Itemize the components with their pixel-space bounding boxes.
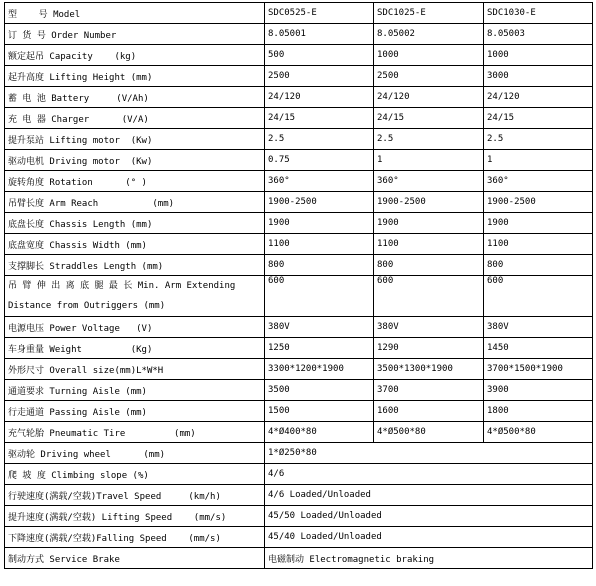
spec-label: 充气轮胎 Pneumatic Tire (mm): [5, 422, 265, 443]
spec-label: 起升高度 Lifting Height (mm): [5, 66, 265, 87]
spec-label: 制动方式 Service Brake: [5, 548, 265, 569]
spec-value: 1100: [484, 234, 593, 255]
spec-row: [5, 45, 593, 66]
spec-value: 800: [374, 255, 484, 276]
spec-value: 8.05003: [484, 24, 593, 45]
spec-row: [5, 443, 593, 464]
spec-label: 额定起吊 Capacity (kg): [5, 45, 265, 66]
spec-value: 3500: [265, 380, 374, 401]
spec-value: 8.05001: [265, 24, 374, 45]
spec-value: 1900: [484, 213, 593, 234]
spec-value: 380V: [484, 317, 593, 338]
spec-value: 24/15: [374, 108, 484, 129]
spec-value: 24/15: [484, 108, 593, 129]
spec-value: 1250: [265, 338, 374, 359]
spec-value: 24/120: [484, 87, 593, 108]
spec-row: [5, 317, 593, 338]
spec-value: 380V: [374, 317, 484, 338]
spec-label: 驱动轮 Driving wheel (mm): [5, 443, 265, 464]
spec-value: 1600: [374, 401, 484, 422]
spec-label: 型 号 Model: [5, 3, 265, 24]
spec-label: 行驶速度(满载/空载)Travel Speed (km/h): [5, 485, 265, 506]
spec-row: [5, 338, 593, 359]
spec-value: 360°: [374, 171, 484, 192]
spec-value: 4*Ø400*80: [265, 422, 374, 443]
spec-value: 600: [484, 276, 593, 317]
spec-row: [5, 213, 593, 234]
spec-label: 旋转角度 Rotation (° ): [5, 171, 265, 192]
spec-value: 1100: [374, 234, 484, 255]
spec-row: [5, 192, 593, 213]
spec-value: SDC0525-E: [265, 3, 374, 24]
spec-row: [5, 359, 593, 380]
spec-value: 1800: [484, 401, 593, 422]
spec-label: 提升泵站 Lifting motor (Kw): [5, 129, 265, 150]
spec-row: [5, 66, 593, 87]
spec-value: 24/15: [265, 108, 374, 129]
spec-row: [5, 108, 593, 129]
spec-row: [5, 3, 593, 24]
spec-label: 车身重量 Weight (Kg): [5, 338, 265, 359]
spec-value: 2500: [374, 66, 484, 87]
spec-value: 800: [265, 255, 374, 276]
spec-value: 1000: [374, 45, 484, 66]
spec-row: [5, 464, 593, 485]
spec-value: 3700*1500*1900: [484, 359, 593, 380]
spec-value: 2500: [265, 66, 374, 87]
spec-value: 800: [484, 255, 593, 276]
spec-value: 3500*1300*1900: [374, 359, 484, 380]
spec-row: [5, 255, 593, 276]
spec-label: 支撑脚长 Straddles Length (mm): [5, 255, 265, 276]
spec-value: 1290: [374, 338, 484, 359]
spec-value: 360°: [484, 171, 593, 192]
spec-value: 1900-2500: [374, 192, 484, 213]
spec-value: 1100: [265, 234, 374, 255]
spec-label: 电源电压 Power Voltage (V): [5, 317, 265, 338]
spec-value: 2.5: [265, 129, 374, 150]
spec-row: [5, 401, 593, 422]
spec-value-shared: 4/6: [265, 464, 593, 485]
spec-label: 吊 臂 伸 出 离 底 腿 最 长 Min. Arm Extending Distance from Outriggers (mm): [5, 276, 265, 317]
spec-value: 0.75: [265, 150, 374, 171]
spec-row: [5, 506, 593, 527]
spec-value: 500: [265, 45, 374, 66]
spec-row: [5, 276, 593, 317]
spec-label: 驱动电机 Driving motor (Kw): [5, 150, 265, 171]
spec-label: 吊臂长度 Arm Reach (mm): [5, 192, 265, 213]
spec-value: 360°: [265, 171, 374, 192]
spec-label: 蓄 电 池 Battery (V/Ah): [5, 87, 265, 108]
spec-value: 1000: [484, 45, 593, 66]
spec-value: 1500: [265, 401, 374, 422]
spec-row: [5, 380, 593, 401]
spec-value: 1900: [374, 213, 484, 234]
spec-value: 24/120: [265, 87, 374, 108]
spec-value: 600: [265, 276, 374, 317]
spec-row: [5, 150, 593, 171]
spec-value: 1450: [484, 338, 593, 359]
spec-row: [5, 548, 593, 569]
spec-value-shared: 45/40 Loaded/Unloaded: [265, 527, 593, 548]
spec-value: 1900-2500: [265, 192, 374, 213]
spec-value: 4*Ø500*80: [484, 422, 593, 443]
spec-value: 1: [484, 150, 593, 171]
spec-value: 2.5: [374, 129, 484, 150]
spec-label: 外形尺寸 Overall size(mm)L*W*H: [5, 359, 265, 380]
spec-value: 380V: [265, 317, 374, 338]
spec-value: 3700: [374, 380, 484, 401]
spec-row: [5, 24, 593, 45]
spec-value: 1: [374, 150, 484, 171]
spec-row: [5, 485, 593, 506]
spec-value: 3900: [484, 380, 593, 401]
spec-row: [5, 234, 593, 255]
spec-value: 600: [374, 276, 484, 317]
spec-value: 3300*1200*1900: [265, 359, 374, 380]
spec-label: 爬 坡 度 Climbing slope (%): [5, 464, 265, 485]
spec-row: [5, 527, 593, 548]
spec-row: [5, 422, 593, 443]
spec-label: 订 货 号 Order Number: [5, 24, 265, 45]
spec-label: 提升速度(满载/空载) Lifting Speed (mm/s): [5, 506, 265, 527]
spec-value: 8.05002: [374, 24, 484, 45]
spec-row: [5, 129, 593, 150]
spec-label: 行走通道 Passing Aisle (mm): [5, 401, 265, 422]
spec-value: 1900: [265, 213, 374, 234]
spec-value: 3000: [484, 66, 593, 87]
spec-table: [4, 2, 593, 569]
spec-value: SDC1025-E: [374, 3, 484, 24]
spec-label: 底盘长度 Chassis Length (mm): [5, 213, 265, 234]
spec-row: [5, 87, 593, 108]
spec-value-shared: 1*Ø250*80: [265, 443, 593, 464]
spec-row: [5, 171, 593, 192]
spec-value-shared: 45/50 Loaded/Unloaded: [265, 506, 593, 527]
spec-label: 通道要求 Turning Aisle (mm): [5, 380, 265, 401]
spec-value-shared: 4/6 Loaded/Unloaded: [265, 485, 593, 506]
spec-value-shared: 电磁制动 Electromagnetic braking: [265, 548, 593, 569]
spec-value: 24/120: [374, 87, 484, 108]
spec-label: 充 电 器 Charger (V/A): [5, 108, 265, 129]
spec-table-body: [5, 3, 593, 569]
spec-value: 1900-2500: [484, 192, 593, 213]
spec-value: SDC1030-E: [484, 3, 593, 24]
spec-value: 2.5: [484, 129, 593, 150]
spec-label: 下降速度(满载/空载)Falling Speed (mm/s): [5, 527, 265, 548]
spec-label: 底盘宽度 Chassis Width (mm): [5, 234, 265, 255]
spec-value: 4*Ø500*80: [374, 422, 484, 443]
